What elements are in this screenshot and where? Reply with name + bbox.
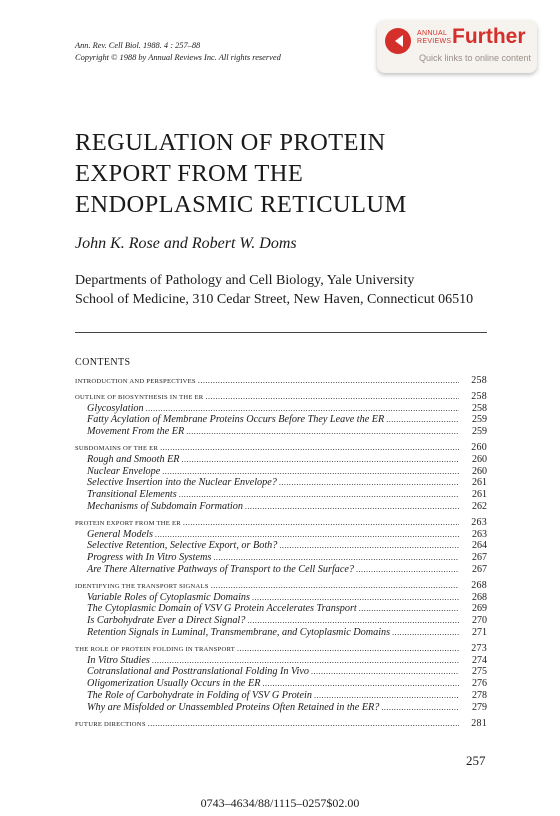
- toc-leader-dots: [211, 580, 459, 592]
- toc-leader-dots: [279, 477, 459, 489]
- toc-entry-page: 260: [472, 465, 487, 477]
- toc-leader-dots: [186, 426, 459, 438]
- toc-entry-page: 276: [472, 678, 487, 690]
- reviews-text: REVIEWS: [417, 38, 452, 45]
- toc-entry-page: 262: [472, 500, 487, 512]
- toc-entry-label: Transitional Elements: [87, 489, 177, 501]
- toc-leader-dots: [314, 690, 459, 702]
- toc-subsection-entry[interactable]: [75, 529, 487, 541]
- citation-copyright-line: Copyright © 1988 by Annual Reviews Inc. All rights reserved: [75, 53, 281, 62]
- toc-entry-label: In Vitro Studies: [87, 654, 150, 666]
- toc-section-entry[interactable]: [75, 580, 487, 592]
- toc-section-entry[interactable]: [75, 517, 487, 529]
- toc-leader-dots: [198, 375, 459, 387]
- toc-subsection-entry[interactable]: [75, 603, 487, 615]
- toc-subsection-entry[interactable]: [75, 592, 487, 604]
- article-code: 0743–4634/88/1115–0257$02.00: [200, 796, 360, 810]
- toc-entry-page: 267: [472, 552, 487, 564]
- title-line-1: REGULATION OF PROTEIN: [75, 129, 386, 156]
- toc-entry-label: Is Carbohydrate Ever a Direct Signal?: [87, 615, 246, 627]
- toc-leader-dots: [152, 655, 459, 667]
- toc-subsection-entry[interactable]: [75, 414, 487, 426]
- toc-entry-label: The Cytoplasmic Domain of VSV G Protein Accelerates Transport: [87, 603, 357, 615]
- toc-entry-page: 281: [471, 717, 487, 729]
- toc-subsection-entry[interactable]: [75, 702, 487, 714]
- horizontal-divider: [75, 332, 487, 333]
- toc-subsection-entry[interactable]: [75, 466, 487, 478]
- toc-leader-dots: [205, 391, 459, 403]
- toc-subsection-entry[interactable]: [75, 426, 487, 438]
- title-line-3: ENDOPLASMIC RETICULUM: [75, 191, 407, 218]
- toc-entry-page: 267: [472, 563, 487, 575]
- toc-entry-label: Cotranslational and Posttranslational Folding In Vivo: [87, 666, 309, 678]
- toc-entry-label: Progress with In Vitro Systems: [87, 552, 212, 564]
- toc-entry-page: 259: [472, 426, 487, 438]
- toc-entry-label: Mechanisms of Subdomain Formation: [87, 500, 243, 512]
- annual-text: ANNUAL: [417, 30, 448, 37]
- annual-reviews-further-badge[interactable]: [377, 20, 537, 73]
- toc-leader-dots: [146, 403, 459, 415]
- toc-entry-label: FUTURE DIRECTIONS: [75, 720, 146, 728]
- toc-leader-dots: [247, 615, 459, 627]
- author-affiliation: [75, 271, 473, 309]
- toc-entry-page: 274: [472, 654, 487, 666]
- toc-leader-dots: [237, 643, 459, 655]
- toc-entry-label: Nuclear Envelope: [87, 465, 161, 477]
- toc-leader-dots: [182, 454, 459, 466]
- toc-leader-dots: [245, 501, 459, 513]
- toc-section-entry[interactable]: [75, 643, 487, 655]
- toc-leader-dots: [381, 702, 459, 714]
- toc-leader-dots: [359, 603, 459, 615]
- toc-entry-page: 269: [472, 603, 487, 615]
- toc-entry-label: Selective Insertion into the Nuclear Envelope?: [87, 477, 277, 489]
- toc-section-entry[interactable]: [75, 442, 487, 454]
- toc-subsection-entry[interactable]: [75, 501, 487, 513]
- article-authors: John K. Rose and Robert W. Doms: [75, 235, 297, 252]
- toc-leader-dots: [155, 529, 459, 541]
- toc-entry-page: 268: [472, 591, 487, 603]
- toc-entry-page: 273: [471, 642, 487, 654]
- toc-subsection-entry[interactable]: [75, 690, 487, 702]
- toc-entry-page: 258: [471, 390, 487, 402]
- toc-leader-dots: [279, 540, 459, 552]
- toc-section-entry[interactable]: [75, 718, 487, 730]
- toc-leader-dots: [252, 592, 459, 604]
- toc-subsection-entry[interactable]: [75, 564, 487, 576]
- affiliation-line-2: School of Medicine, 310 Cedar Street, New Haven, Connecticut 06510: [75, 292, 474, 307]
- toc-entry-label: Oligomerization Usually Occurs in the ER: [87, 678, 261, 690]
- toc-entry-label: Why are Misfolded or Unassembled Proteins Often Retained in the ER?: [87, 701, 380, 713]
- toc-entry-label: Glycosylation: [87, 402, 144, 414]
- toc-leader-dots: [311, 666, 459, 678]
- toc-subsection-entry[interactable]: [75, 666, 487, 678]
- toc-leader-dots: [356, 564, 459, 576]
- toc-leader-dots: [392, 627, 459, 639]
- toc-entry-label: SUBDOMAINS OF THE ER: [75, 444, 159, 452]
- toc-leader-dots: [162, 466, 459, 478]
- toc-entry-label: The Role of Carbohydrate in Folding of VSV G Protein: [87, 689, 312, 701]
- toc-entry-page: 279: [472, 701, 487, 713]
- toc-subsection-entry[interactable]: [75, 615, 487, 627]
- journal-citation: [75, 40, 281, 64]
- toc-subsection-entry[interactable]: [75, 477, 487, 489]
- toc-subsection-entry[interactable]: [75, 627, 487, 639]
- toc-subsection-entry[interactable]: [75, 454, 487, 466]
- toc-entry-page: 263: [472, 528, 487, 540]
- toc-entry-page: 263: [471, 516, 487, 528]
- title-line-2: EXPORT FROM THE: [75, 160, 304, 187]
- toc-leader-dots: [213, 552, 459, 564]
- toc-entry-page: 258: [471, 375, 487, 386]
- annual-reviews-wordmark: [417, 30, 451, 46]
- toc-leader-dots: [262, 678, 459, 690]
- toc-entry-page: 261: [472, 489, 487, 501]
- article-title: [75, 127, 407, 220]
- contents-heading: CONTENTS: [75, 357, 131, 368]
- toc-section-entry[interactable]: [75, 391, 487, 403]
- affiliation-line-1: Departments of Pathology and Cell Biology, Yale University: [75, 273, 415, 288]
- toc-entry-label: IDENTIFYING THE TRANSPORT SIGNALS: [75, 582, 209, 590]
- toc-entry-label: Movement From the ER: [87, 426, 185, 438]
- toc-subsection-entry[interactable]: [75, 403, 487, 415]
- toc-entry-page: 278: [472, 689, 487, 701]
- toc-entry-page: 260: [472, 453, 487, 465]
- toc-entry-page: 275: [472, 666, 487, 678]
- citation-journal-line: Ann. Rev. Cell Biol. 1988. 4 : 257–88: [75, 41, 201, 50]
- toc-leader-dots: [386, 414, 459, 426]
- toc-entry-label: General Models: [87, 528, 153, 540]
- toc-section-entry[interactable]: [75, 375, 487, 387]
- further-label: Further: [452, 25, 526, 48]
- toc-entry-page: 270: [472, 615, 487, 627]
- page-number: 257: [466, 753, 486, 768]
- toc-entry-page: 260: [471, 441, 487, 453]
- toc-entry-label: Variable Roles of Cytoplasmic Domains: [87, 591, 250, 603]
- toc-entry-label: THE ROLE OF PROTEIN FOLDING IN TRANSPORT: [75, 645, 236, 653]
- toc-entry-label: Fatty Acylation of Membrane Proteins Occurs Before They Leave the ER: [87, 414, 385, 426]
- toc-entry-label: Are There Alternative Pathways of Transport to the Cell Surface?: [87, 563, 355, 575]
- toc-subsection-entry[interactable]: [75, 678, 487, 690]
- toc-entry-page: 268: [471, 579, 487, 591]
- table-of-contents: [75, 375, 487, 729]
- toc-subsection-entry[interactable]: [75, 489, 487, 501]
- annual-reviews-logo-icon: [385, 28, 411, 54]
- toc-subsection-entry[interactable]: [75, 655, 487, 667]
- toc-entry-label: Retention Signals in Luminal, Transmembrane, and Cytoplasmic Domains: [87, 626, 391, 638]
- toc-entry-page: 271: [472, 626, 487, 638]
- toc-entry-label: Rough and Smooth ER: [87, 453, 180, 465]
- toc-entry-label: OUTLINE OF BIOSYNTHESIS IN THE ER: [75, 393, 204, 401]
- toc-subsection-entry[interactable]: [75, 552, 487, 564]
- toc-entry-label: Selective Retention, Selective Export, or Both?: [87, 540, 278, 552]
- toc-entry-page: 264: [472, 540, 487, 552]
- toc-leader-dots: [148, 718, 459, 730]
- toc-entry-label: INTRODUCTION AND PERSPECTIVES: [75, 378, 196, 385]
- quick-links-text: Quick links to online content: [419, 53, 532, 63]
- toc-leader-dots: [160, 442, 459, 454]
- toc-entry-page: 259: [472, 414, 487, 426]
- toc-entry-page: 258: [472, 402, 487, 414]
- toc-leader-dots: [183, 517, 459, 529]
- toc-subsection-entry[interactable]: [75, 540, 487, 552]
- toc-leader-dots: [179, 489, 459, 501]
- toc-entry-page: 261: [472, 477, 487, 489]
- toc-entry-label: PROTEIN EXPORT FROM THE ER: [75, 519, 181, 527]
